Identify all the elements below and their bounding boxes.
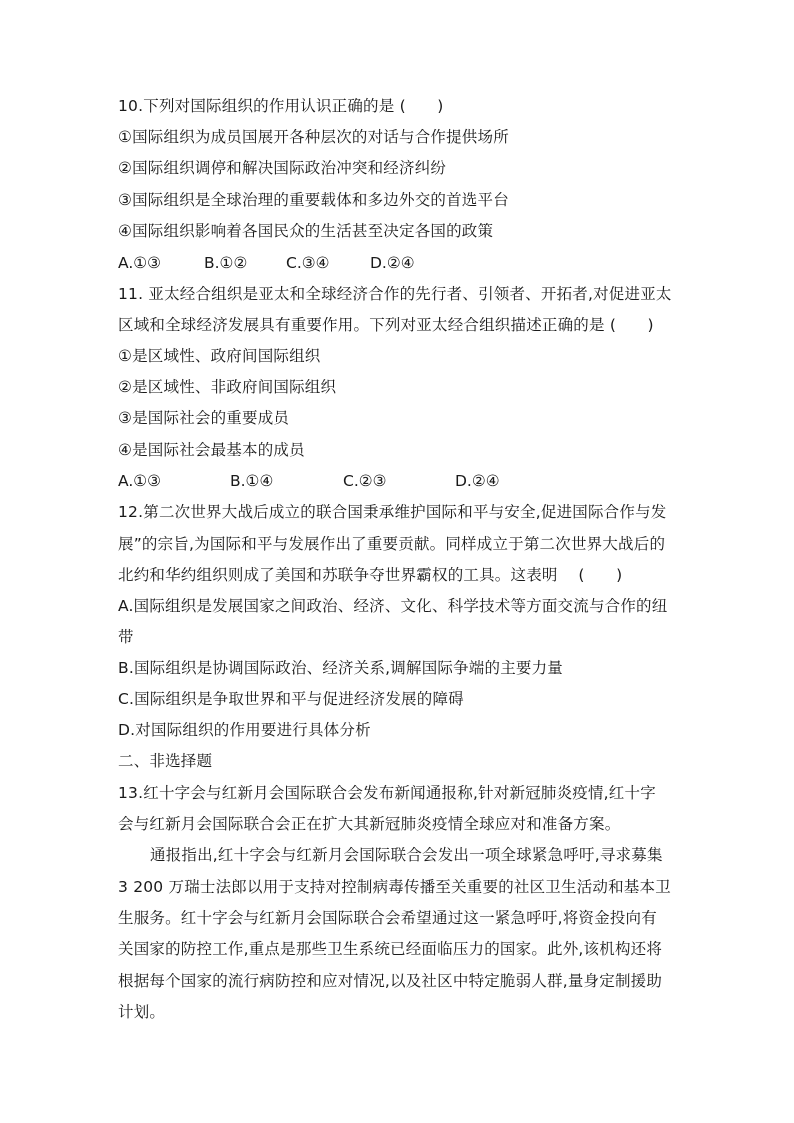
q12-option-b: B.国际组织是协调国际政治、经济关系,调解国际争端的主要力量 (118, 659, 563, 677)
q10-stem: 10.下列对国际组织的作用认识正确的是 ( ) (118, 97, 444, 115)
q13-paragraph-2-line-5: 根据每个国家的流行病防控和应对情况,以及社区中特定脆弱人群,量身定制援助 (118, 972, 663, 990)
q13-paragraph-2-line-4: 关国家的防控工作,重点是那些卫生系统已经面临压力的国家。此外,该机构还将 (118, 940, 663, 958)
q10-option-b: B.①② (204, 254, 248, 272)
q11-option-b: B.①④ (230, 472, 274, 490)
q13-paragraph-2-line-1: 通报指出,红十字会与红新月会国际联合会发出一项全球紧急呼吁,寻求募集 (150, 846, 663, 864)
q11-stem-line-1: 11. 亚太经合组织是亚太和全球经济合作的先行者、引领者、开拓者,对促进亚太 (118, 285, 672, 303)
q12-option-d: D.对国际组织的作用要进行具体分析 (118, 721, 371, 739)
q11-item-2: ②是区域性、非政府间国际组织 (118, 378, 337, 396)
q10-option-d: D.②④ (370, 254, 415, 272)
q12-option-a-line-1: A.国际组织是发展国家之间政治、经济、文化、科学技术等方面交流与合作的纽 (118, 597, 668, 615)
q10-item-4: ④国际组织影响着各国民众的生活甚至决定各国的政策 (118, 222, 494, 240)
q12-option-a-line-2: 带 (118, 628, 134, 646)
section-heading-non-choice: 二、非选择题 (118, 752, 213, 770)
q12-stem-line-1: 12.第二次世界大战后成立的联合国秉承维护国际和平与安全,促进国际合作与发 (118, 503, 667, 521)
q12-option-c: C.国际组织是争取世界和平与促进经济发展的障碍 (118, 690, 464, 708)
q11-option-d: D.②④ (455, 472, 500, 490)
q10-item-1: ①国际组织为成员国展开各种层次的对话与合作提供场所 (118, 128, 509, 146)
q10-item-2: ②国际组织调停和解决国际政治冲突和经济纠纷 (118, 159, 447, 177)
q11-item-4: ④是国际社会最基本的成员 (118, 441, 305, 459)
q13-line-2: 会与红新月会国际联合会正在扩大其新冠肺炎疫情全球应对和准备方案。 (118, 815, 621, 833)
q13-paragraph-2-line-6: 计划。 (118, 1003, 166, 1021)
q11-item-1: ①是区域性、政府间国际组织 (118, 347, 321, 365)
q10-item-3: ③国际组织是全球治理的重要载体和多边外交的首选平台 (118, 191, 509, 209)
q13-paragraph-2-line-2: 3 200 万瑞士法郎以用于支持对控制病毒传播至关重要的社区卫生活动和基本卫 (118, 878, 671, 896)
q11-stem-line-2: 区域和全球经济发展具有重要作用。下列对亚太经合组织描述正确的是 ( ) (118, 316, 654, 334)
q12-stem-line-3: 北约和华约组织则成了美国和苏联争夺世界霸权的工具。这表明 ( ) (118, 566, 623, 584)
q11-option-c: C.②③ (343, 472, 387, 490)
q11-item-3: ③是国际社会的重要成员 (118, 409, 290, 427)
q13-paragraph-2-line-3: 生服务。红十字会与红新月会国际联合会希望通过这一紧急呼吁,将资金投向有 (118, 909, 657, 927)
q10-option-c: C.③④ (286, 254, 330, 272)
q11-option-a: A.①③ (118, 472, 162, 490)
q13-line-1: 13.红十字会与红新月会国际联合会发布新闻通报称,针对新冠肺炎疫情,红十字 (118, 784, 656, 802)
q12-stem-line-2: 展”的宗旨,为国际和平与发展作出了重要贡献。同样成立于第二次世界大战后的 (118, 535, 666, 553)
q10-option-a: A.①③ (118, 254, 162, 272)
